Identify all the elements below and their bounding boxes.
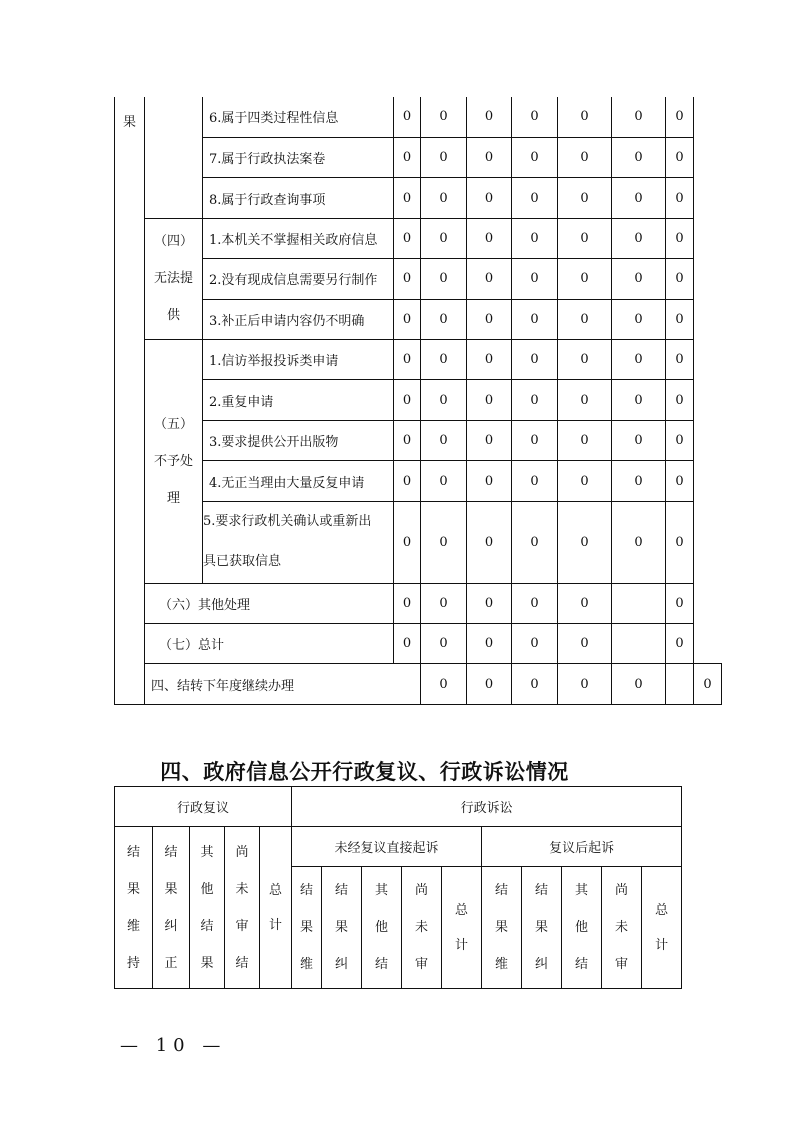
cell: 0 [421,340,467,380]
cell: 0 [666,178,694,218]
row-label: 3.补正后申请内容仍不明确 [203,299,394,339]
cell: 0 [467,259,512,299]
direct-suit-header: 未经复议直接起诉 [292,827,482,867]
cell: 0 [512,624,558,664]
row-label: 4.无正当理由大量反复申请 [203,461,394,501]
cell: 0 [467,420,512,460]
cell: 0 [512,178,558,218]
review-col-3: 其 他 结 果 [190,827,225,989]
cell: 0 [612,420,666,460]
cell: 0 [512,259,558,299]
cell: 0 [421,461,467,501]
row-label: 2.没有现成信息需要另行制作 [203,259,394,299]
cell: 0 [394,461,421,501]
cell: 0 [558,501,612,583]
cell: 0 [666,420,694,460]
cell: 0 [467,218,512,258]
cell: 0 [512,583,558,623]
cell: 0 [558,97,612,137]
lit-col-2: 结 果 纠 [322,867,362,989]
cell: 0 [467,583,512,623]
cell: 0 [558,218,612,258]
admin-litigation-header: 行政诉讼 [292,787,682,827]
subgroup-3-continued [145,97,203,218]
lit-col-2: 结 果 纠 [522,867,562,989]
lit-col-4: 尚 未 审 [602,867,642,989]
cell: 0 [467,137,512,177]
cell: 0 [612,664,666,705]
cell [612,583,666,623]
review-col-1: 结 果 维 持 [115,827,153,989]
cell: 0 [666,461,694,501]
cell: 0 [612,259,666,299]
cell: 0 [512,218,558,258]
cell: 0 [558,624,612,664]
cell: 0 [421,664,467,705]
cell: 0 [558,461,612,501]
cell: 0 [421,218,467,258]
row-label: 3.要求提供公开出版物 [203,420,394,460]
cell: 0 [421,259,467,299]
cell: 0 [421,420,467,460]
cell: 0 [666,583,694,623]
cell: 0 [512,420,558,460]
lit-col-3: 其 他 结 [562,867,602,989]
cell: 0 [421,137,467,177]
cell: 0 [421,501,467,583]
cell: 0 [558,420,612,460]
row-label: 四、结转下年度继续办理 [145,664,421,705]
cell: 0 [394,420,421,460]
application-handling-table [114,97,722,705]
cell: 0 [512,664,558,705]
cell: 0 [666,218,694,258]
cell: 0 [512,380,558,420]
lit-col-total: 总 计 [442,867,482,989]
cell: 0 [558,664,612,705]
lit-col-1: 结 果 维 [292,867,322,989]
page-number: — 10 — [120,1035,227,1056]
cell: 0 [421,583,467,623]
cell: 0 [612,178,666,218]
row-label [203,501,394,583]
cell [666,664,694,705]
cell: 0 [558,380,612,420]
review-col-total: 总 计 [260,827,292,989]
cell: 0 [666,137,694,177]
cell: 0 [666,299,694,339]
cell: 0 [558,299,612,339]
cell: 0 [666,380,694,420]
row-label-line: 5.要求行政机关确认或重新出 [203,514,372,530]
cell: 0 [512,137,558,177]
cell: 0 [666,97,694,137]
group-label-continued: 果 [115,97,145,705]
cell: 0 [467,380,512,420]
cell: 0 [512,299,558,339]
cell: 0 [558,178,612,218]
row-label: 2.重复申请 [203,380,394,420]
cell: 0 [612,137,666,177]
cell: 0 [612,340,666,380]
after-review-header: 复议后起诉 [482,827,682,867]
cell: 0 [421,97,467,137]
subgroup-5-label: （五） 不予处 理 [145,340,203,584]
review-col-2: 结 果 纠 正 [153,827,190,989]
cell: 0 [467,340,512,380]
cell: 0 [394,380,421,420]
cell: 0 [421,178,467,218]
cell: 0 [394,340,421,380]
cell: 0 [612,380,666,420]
lit-col-4: 尚 未 审 [402,867,442,989]
subgroup-4-label: （四） 无法提 供 [145,218,203,339]
cell: 0 [558,137,612,177]
cell: 0 [612,461,666,501]
cell: 0 [612,97,666,137]
cell [612,624,666,664]
lit-col-3: 其 他 结 [362,867,402,989]
cell: 0 [421,299,467,339]
row-label: 7.属于行政执法案卷 [203,137,394,177]
cell: 0 [394,299,421,339]
section-title: 四、政府信息公开行政复议、行政诉讼情况 [160,760,569,784]
cell: 0 [666,501,694,583]
row-label-line: 具已获取信息 [203,554,282,570]
cell: 0 [467,501,512,583]
review-litigation-table [114,786,682,989]
cell: 0 [512,97,558,137]
cell: 0 [467,97,512,137]
cell: 0 [394,137,421,177]
row-label: 6.属于四类过程性信息 [203,97,394,137]
lit-col-1: 结 果 维 [482,867,522,989]
row-label: （七）总计 [145,624,394,664]
cell: 0 [394,501,421,583]
cell: 0 [666,259,694,299]
review-col-4: 尚 未 审 结 [225,827,260,989]
cell: 0 [666,340,694,380]
cell: 0 [394,583,421,623]
cell: 0 [512,501,558,583]
cell: 0 [612,218,666,258]
cell: 0 [394,97,421,137]
cell: 0 [558,340,612,380]
cell: 0 [394,218,421,258]
row-label: 1.信访举报投诉类申请 [203,340,394,380]
cell: 0 [467,461,512,501]
row-label: （六）其他处理 [145,583,394,623]
cell: 0 [467,299,512,339]
row-label: 8.属于行政查询事项 [203,178,394,218]
cell: 0 [467,178,512,218]
cell: 0 [394,259,421,299]
cell: 0 [467,664,512,705]
cell: 0 [694,664,722,705]
cell: 0 [558,259,612,299]
cell: 0 [421,380,467,420]
lit-col-total: 总 计 [642,867,682,989]
cell: 0 [394,624,421,664]
cell: 0 [558,583,612,623]
cell: 0 [666,624,694,664]
cell: 0 [512,461,558,501]
cell: 0 [612,299,666,339]
cell: 0 [467,624,512,664]
cell: 0 [512,340,558,380]
row-label: 1.本机关不掌握相关政府信息 [203,218,394,258]
cell: 0 [612,501,666,583]
cell: 0 [394,178,421,218]
admin-review-header: 行政复议 [115,787,292,827]
cell: 0 [421,624,467,664]
